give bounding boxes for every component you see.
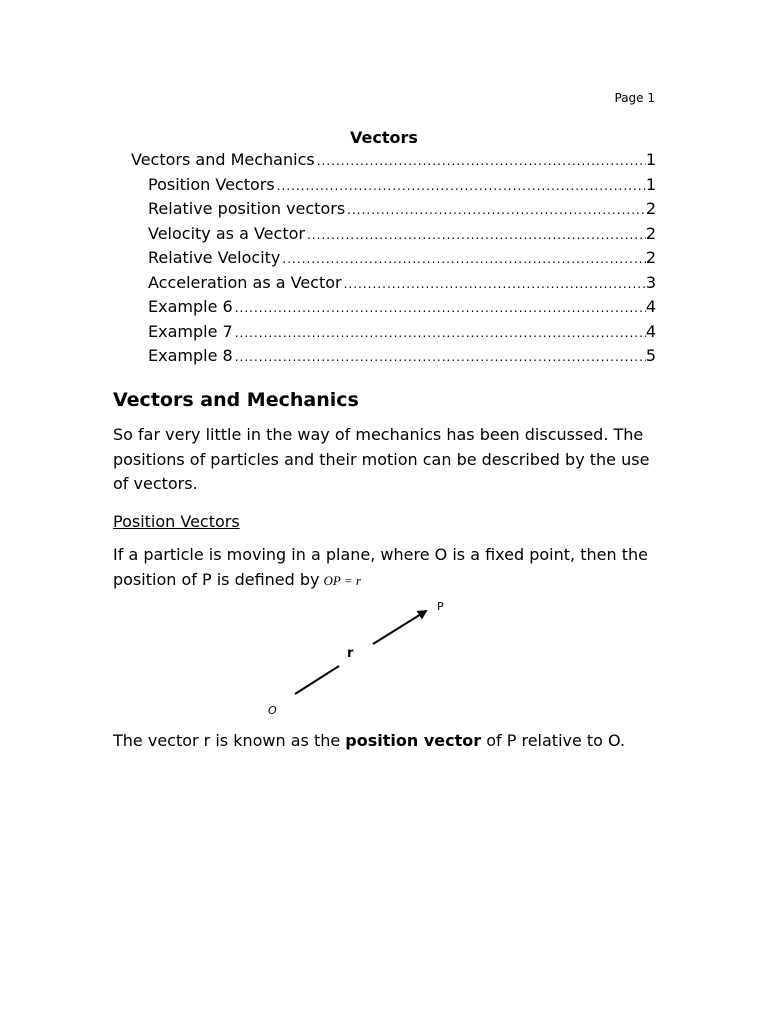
inline-formula: OP = r (323, 572, 361, 588)
toc-entry[interactable] (148, 322, 656, 346)
toc-entry-title: Example 6 (148, 297, 233, 316)
label-origin-o: O (268, 704, 277, 717)
label-point-p: P (437, 600, 444, 613)
position-paragraph (113, 543, 658, 593)
toc-entry-title: Acceleration as a Vector (148, 272, 342, 292)
subsection-heading: Position Vectors (113, 512, 240, 531)
toc-entry-page: 2 (645, 248, 656, 267)
toc-entry-page: 1 (645, 150, 656, 169)
toc-entry-title: Example 7 (148, 321, 233, 341)
toc-entry[interactable] (148, 224, 656, 248)
toc-dot-leader (342, 277, 646, 291)
toc-dot-leader (233, 350, 646, 364)
position-vector-diagram (255, 598, 465, 723)
toc-entry[interactable] (131, 150, 656, 174)
section-heading: Vectors and Mechanics (113, 389, 359, 411)
toc-entry-page: 1 (645, 174, 656, 194)
toc-entry-page: 4 (645, 297, 656, 316)
toc-entry-title: Example 8 (148, 346, 233, 365)
page-number: Page 1 (614, 91, 655, 105)
intro-paragraph: So far very little in the way of mechanics has been discussed. The positions of particles and their motion can be described by the use of vectors. (113, 425, 650, 493)
toc-entry-page: 5 (645, 346, 656, 365)
toc-entry-page: 3 (645, 272, 656, 292)
closing-paragraph (113, 729, 658, 754)
toc-entry[interactable] (148, 297, 656, 321)
toc-dot-leader (315, 154, 646, 168)
toc-dot-leader (275, 179, 646, 193)
toc-entry-title: Position Vectors (148, 174, 275, 194)
toc-dot-leader (345, 203, 646, 217)
toc-entry-title: Relative position vectors (148, 199, 346, 218)
toc-entry-title: Relative Velocity (148, 248, 281, 267)
toc-entry-page: 4 (645, 321, 656, 341)
document-title: Vectors (350, 128, 418, 147)
toc-entry[interactable] (148, 175, 656, 199)
toc-entry-page: 2 (645, 199, 656, 218)
toc-dot-leader (233, 301, 646, 315)
vector-line-lower (295, 666, 339, 694)
toc-dot-leader (233, 326, 646, 340)
toc-dot-leader (305, 228, 646, 242)
toc-entry-title: Velocity as a Vector (148, 223, 305, 243)
toc-dot-leader (280, 252, 645, 266)
toc-entry[interactable] (148, 199, 656, 223)
toc-entry-title: Vectors and Mechanics (131, 150, 315, 169)
toc-entry[interactable] (148, 346, 656, 370)
closing-text-before: The vector r is known as the (113, 731, 346, 750)
toc-entry-page: 2 (645, 223, 656, 243)
toc-entry[interactable] (148, 273, 656, 297)
position-paragraph-text: If a particle is moving in a plane, where O is a fixed point, then the position of P is defined by (113, 545, 648, 589)
toc-entry[interactable] (148, 248, 656, 272)
closing-text-after: of P relative to O. (481, 731, 626, 750)
vector-line-upper (373, 611, 426, 644)
label-vector-r: r (347, 646, 354, 661)
position-vector-term: position vector (345, 731, 482, 750)
